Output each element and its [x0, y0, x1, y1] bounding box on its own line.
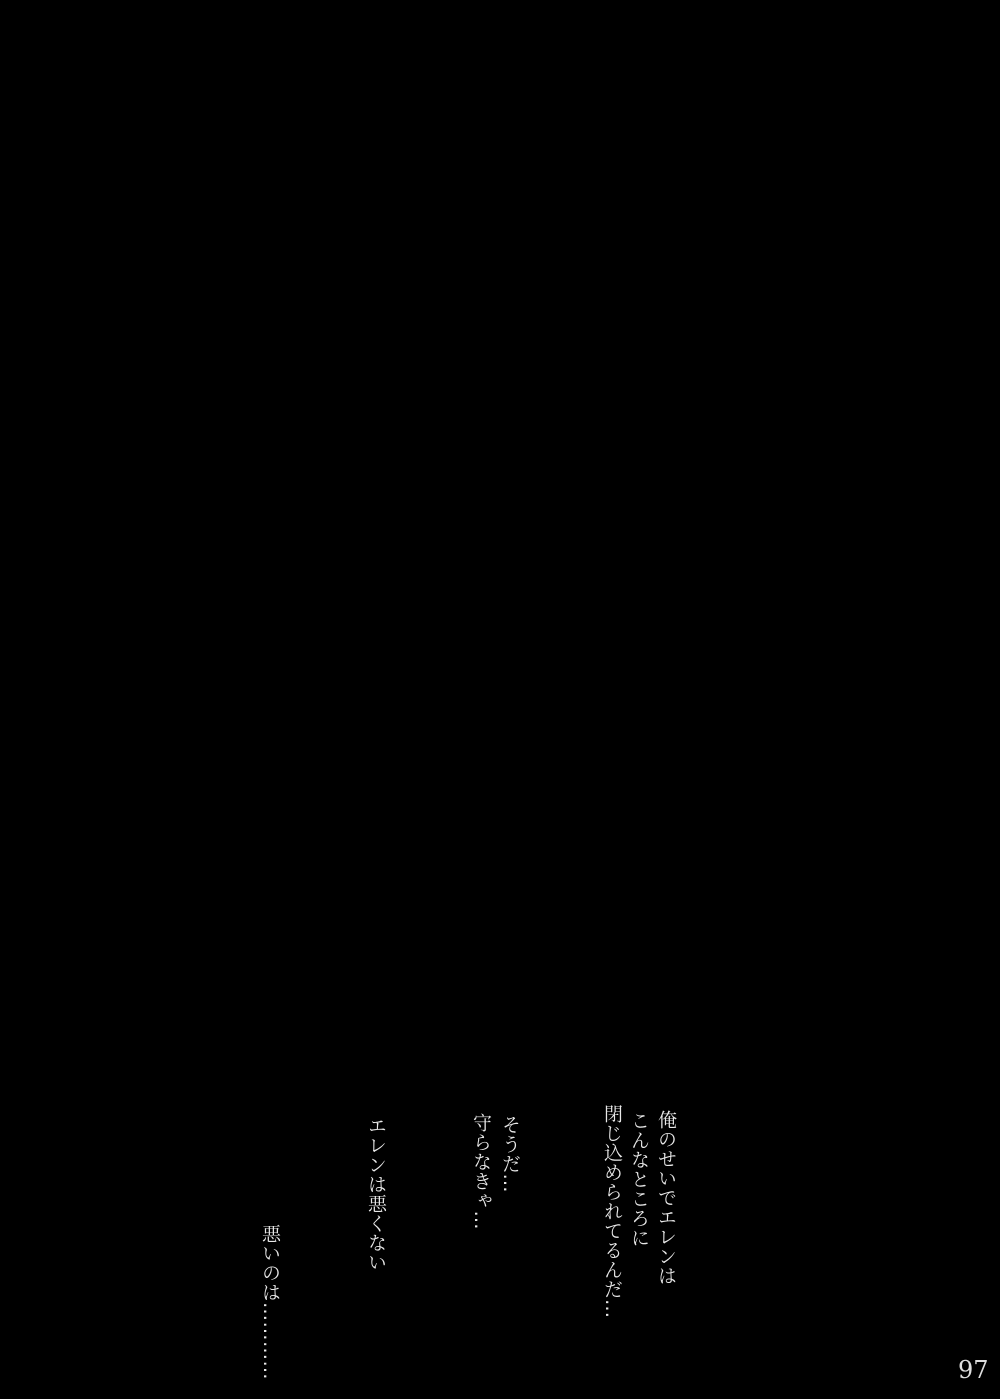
dialogue-line: こんなところに — [627, 1111, 650, 1248]
dialogue-line: 守らなきゃ… — [469, 1113, 492, 1230]
dialogue-line: 悪いのは………… — [258, 1224, 281, 1380]
dialogue-line: そうだ… — [498, 1115, 521, 1193]
dialogue-line: エレンは悪くない — [364, 1116, 387, 1272]
dialogue-line: 俺のせいでエレンは — [654, 1110, 677, 1286]
dialogue-line: 閉じ込められてるんだ… — [600, 1104, 623, 1319]
page-number: 97 — [958, 1356, 989, 1384]
